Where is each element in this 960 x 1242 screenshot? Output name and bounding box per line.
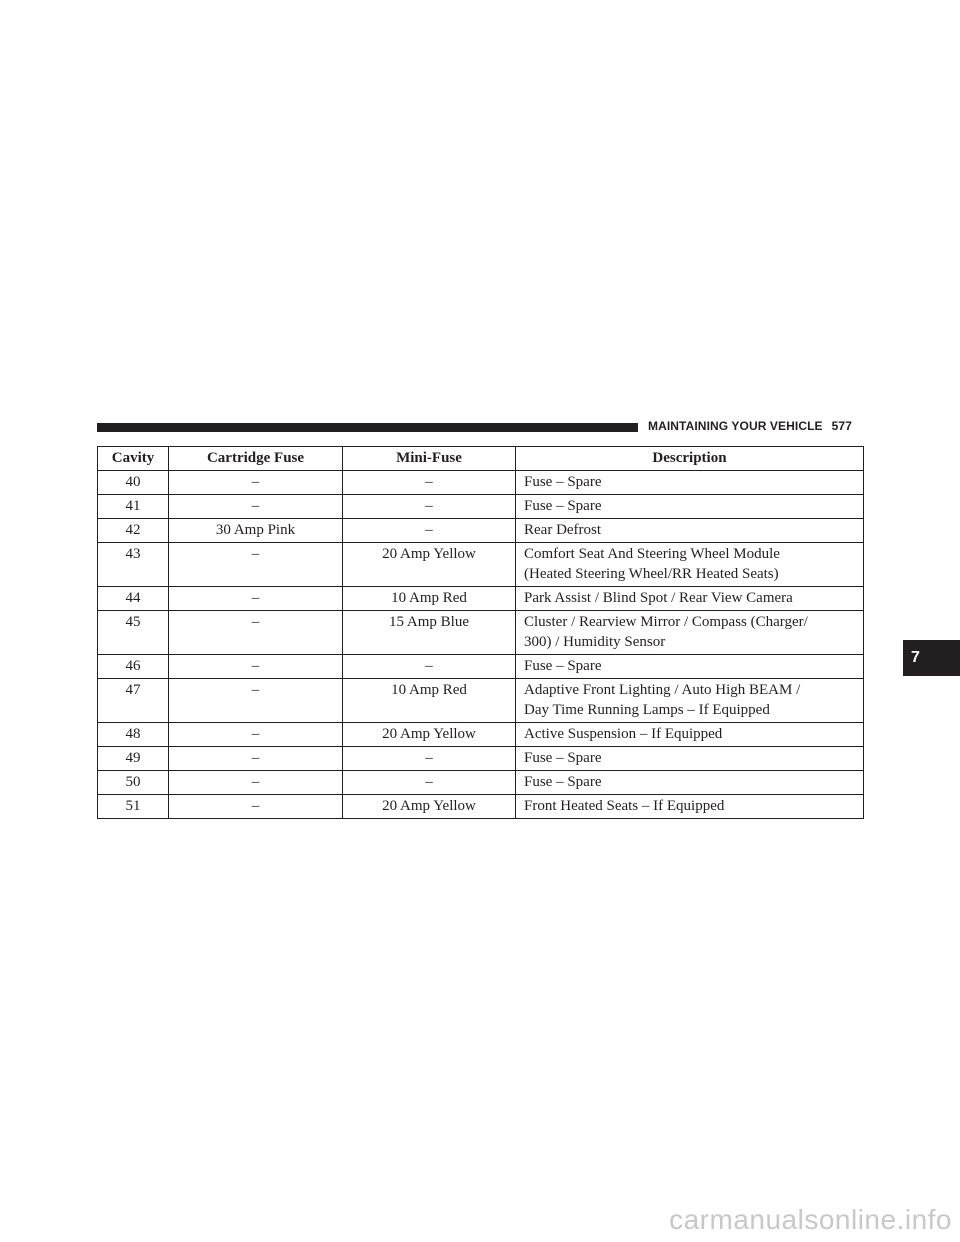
- watermark: carmanualsonline.info: [669, 1204, 952, 1235]
- table-row: [98, 747, 864, 771]
- description-line: Comfort Seat And Steering Wheel Module: [524, 546, 780, 562]
- description-cell: [516, 655, 864, 679]
- description-cell: [516, 611, 864, 655]
- mini-fuse-cell: –: [343, 519, 516, 543]
- description-line-continued: (Heated Steering Wheel/RR Heated Seats): [524, 566, 779, 582]
- cartridge-fuse-cell: 30 Amp Pink: [169, 519, 343, 543]
- description-line: Fuse – Spare: [524, 658, 602, 674]
- fuse-table: [97, 446, 864, 819]
- table-row: [98, 543, 864, 587]
- cartridge-fuse-cell: –: [169, 471, 343, 495]
- description-line: Rear Defrost: [524, 522, 602, 538]
- description-cell: [516, 679, 864, 723]
- chapter-tab: 7: [903, 640, 960, 676]
- fuse-table-body: [98, 471, 864, 819]
- mini-fuse-cell: 10 Amp Red: [343, 679, 516, 723]
- description-cell: [516, 519, 864, 543]
- mini-fuse-cell: 20 Amp Yellow: [343, 543, 516, 587]
- table-row: [98, 495, 864, 519]
- cartridge-fuse-cell: –: [169, 611, 343, 655]
- cavity-cell: 48: [98, 723, 169, 747]
- description-cell: [516, 587, 864, 611]
- description-line: Fuse – Spare: [524, 750, 602, 766]
- description-line: Active Suspension – If Equipped: [524, 726, 723, 742]
- cartridge-fuse-cell: –: [169, 771, 343, 795]
- cavity-cell: 46: [98, 655, 169, 679]
- running-header: [648, 419, 852, 433]
- cavity-cell: 47: [98, 679, 169, 723]
- cartridge-fuse-cell: –: [169, 723, 343, 747]
- table-header-row: [98, 447, 864, 471]
- mini-fuse-cell: 10 Amp Red: [343, 587, 516, 611]
- cartridge-fuse-cell: –: [169, 495, 343, 519]
- section-title: MAINTAINING YOUR VEHICLE: [648, 419, 823, 433]
- cartridge-fuse-cell: –: [169, 747, 343, 771]
- cavity-cell: 42: [98, 519, 169, 543]
- description-cell: [516, 747, 864, 771]
- description-line-continued: Day Time Running Lamps – If Equipped: [524, 702, 770, 718]
- page-number: 577: [831, 419, 852, 433]
- description-cell: [516, 771, 864, 795]
- header-rule-bar: [97, 423, 638, 432]
- cavity-cell: 43: [98, 543, 169, 587]
- cavity-cell: 44: [98, 587, 169, 611]
- cartridge-fuse-cell: –: [169, 543, 343, 587]
- cartridge-fuse-cell: –: [169, 795, 343, 819]
- cartridge-fuse-cell: –: [169, 655, 343, 679]
- table-row: [98, 723, 864, 747]
- table-row: [98, 519, 864, 543]
- table-row: [98, 771, 864, 795]
- mini-fuse-cell: –: [343, 471, 516, 495]
- table-row: [98, 679, 864, 723]
- mini-fuse-cell: –: [343, 771, 516, 795]
- column-header-description: Description: [516, 447, 864, 471]
- description-cell: [516, 723, 864, 747]
- column-header-cavity: Cavity: [98, 447, 169, 471]
- table-row: [98, 611, 864, 655]
- cavity-cell: 50: [98, 771, 169, 795]
- description-cell: [516, 543, 864, 587]
- cartridge-fuse-cell: –: [169, 587, 343, 611]
- cavity-cell: 49: [98, 747, 169, 771]
- cavity-cell: 51: [98, 795, 169, 819]
- description-line: Front Heated Seats – If Equipped: [524, 798, 725, 814]
- mini-fuse-cell: –: [343, 747, 516, 771]
- mini-fuse-cell: –: [343, 655, 516, 679]
- mini-fuse-cell: –: [343, 495, 516, 519]
- mini-fuse-cell: 20 Amp Yellow: [343, 723, 516, 747]
- cavity-cell: 40: [98, 471, 169, 495]
- mini-fuse-cell: 20 Amp Yellow: [343, 795, 516, 819]
- description-line: Fuse – Spare: [524, 498, 602, 514]
- description-line: Cluster / Rearview Mirror / Compass (Charger/: [524, 614, 808, 630]
- mini-fuse-cell: 15 Amp Blue: [343, 611, 516, 655]
- cavity-cell: 41: [98, 495, 169, 519]
- description-cell: [516, 471, 864, 495]
- description-line: Adaptive Front Lighting / Auto High BEAM /: [524, 682, 801, 698]
- table-row: [98, 471, 864, 495]
- description-cell: [516, 795, 864, 819]
- table-row: [98, 655, 864, 679]
- table-row: [98, 587, 864, 611]
- cartridge-fuse-cell: –: [169, 679, 343, 723]
- cavity-cell: 45: [98, 611, 169, 655]
- table-row: [98, 795, 864, 819]
- description-line: Park Assist / Blind Spot / Rear View Camera: [524, 590, 793, 606]
- description-cell: [516, 495, 864, 519]
- column-header-mini-fuse: Mini-Fuse: [343, 447, 516, 471]
- description-line: Fuse – Spare: [524, 474, 602, 490]
- column-header-cartridge-fuse: Cartridge Fuse: [169, 447, 343, 471]
- description-line: Fuse – Spare: [524, 774, 602, 790]
- description-line-continued: 300) / Humidity Sensor: [524, 634, 666, 650]
